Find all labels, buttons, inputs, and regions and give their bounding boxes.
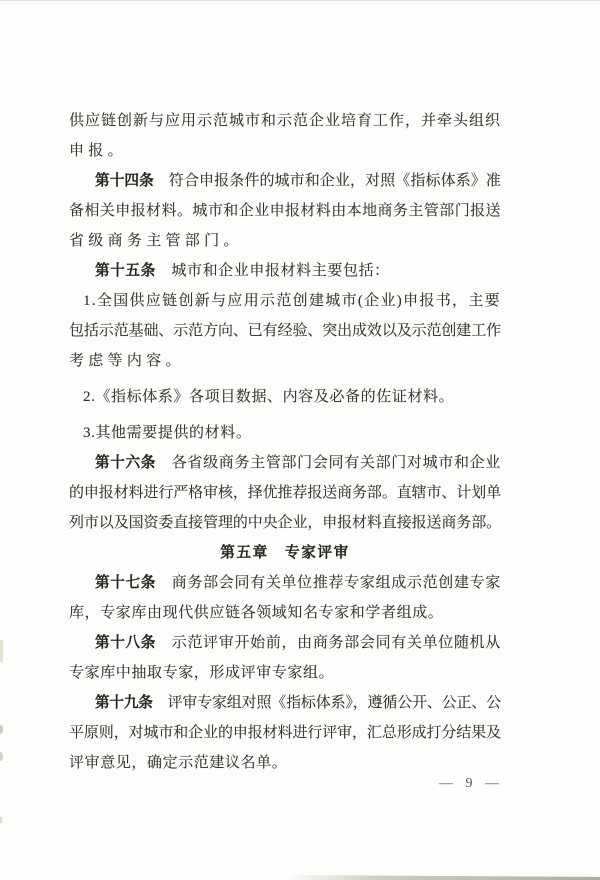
text-segment: 1.全国供应链创新与应用示范创建城市(企业)申报书，主要	[83, 293, 501, 309]
text-line	[69, 598, 501, 628]
scan-mark	[0, 725, 3, 734]
text-segment: 省级商务主管部门。	[69, 233, 243, 249]
bold-text-segment: 第十七条	[95, 575, 157, 591]
document-body	[69, 106, 501, 778]
text-line	[69, 718, 501, 748]
text-line	[69, 346, 501, 376]
scan-edge-bottom	[288, 875, 600, 880]
bold-text-segment: 第五章 专家评审	[220, 545, 350, 561]
text-line	[69, 226, 501, 256]
text-line	[69, 382, 501, 412]
text-line	[69, 448, 501, 478]
text-line	[69, 166, 501, 196]
bold-text-segment: 第十六条	[95, 455, 157, 471]
bold-text-segment: 第十四条	[95, 173, 154, 189]
text-segment: 城市和企业申报材料主要包括：	[155, 263, 390, 279]
scan-mark	[0, 640, 3, 662]
text-segment: 评审意见，确定示范建议名单。	[69, 755, 288, 771]
text-line	[69, 478, 501, 508]
scan-mark	[0, 817, 2, 823]
text-line	[69, 106, 501, 136]
text-line	[69, 196, 501, 226]
scan-mark	[0, 752, 3, 761]
text-segment: 包括示范基础、示范方向、已有经验、突出成效以及示范创建工作	[69, 323, 501, 339]
page-number: — 9 —	[439, 776, 501, 791]
bold-text-segment: 第十五条	[95, 263, 156, 279]
bold-text-segment: 第十九条	[95, 695, 153, 711]
text-line	[69, 316, 501, 346]
text-segment: 符合申报条件的城市和企业，对照《指标体系》准	[153, 173, 501, 189]
text-line	[69, 136, 501, 166]
text-line	[69, 286, 501, 316]
text-line	[69, 418, 501, 448]
text-segment: 商务部会同有关单位推荐专家组成示范创建专家	[156, 575, 501, 591]
text-segment: 考虑等内容。	[69, 353, 185, 369]
text-line	[69, 628, 501, 658]
scan-edge-top	[0, 0, 600, 1]
text-line	[69, 658, 501, 688]
text-segment: 专家库中抽取专家，形成评审专家组。	[69, 665, 335, 681]
text-segment: 3.其他需要提供的材料。	[83, 425, 252, 441]
bold-text-segment: 第十八条	[95, 635, 157, 651]
text-segment: 库，专家库由现代供应链各领域知名专家和学者组成。	[69, 605, 444, 621]
text-segment: 申报。	[69, 143, 127, 159]
text-line	[69, 508, 501, 538]
text-segment: 评审专家组对照《指标体系》，遵循公开、公正、公	[152, 695, 501, 711]
text-segment: 各省级商务主管部门会同有关部门对城市和企业	[156, 455, 501, 471]
text-line	[69, 256, 501, 286]
text-line	[69, 688, 501, 718]
text-segment: 的申报材料进行严格审核，择优推荐报送商务部。直辖市、计划单	[69, 485, 501, 501]
text-segment: 列市以及国资委直接管理的中央企业，申报材料直接报送商务部。	[69, 515, 501, 531]
text-segment: 备相关申报材料。城市和企业申报材料由本地商务主管部门报送	[69, 203, 501, 219]
text-segment: 供应链创新与应用示范城市和示范企业培育工作，并牵头组织	[69, 113, 501, 129]
text-segment: 示范评审开始前，由商务部会同有关单位随机从	[156, 635, 501, 651]
text-line	[69, 568, 501, 598]
chapter-heading	[69, 538, 501, 568]
text-segment: 平原则，对城市和企业的申报材料进行评审，汇总形成打分结果及	[69, 725, 501, 741]
text-segment: 2.《指标体系》各项目数据、内容及必备的佐证材料。	[83, 389, 455, 405]
